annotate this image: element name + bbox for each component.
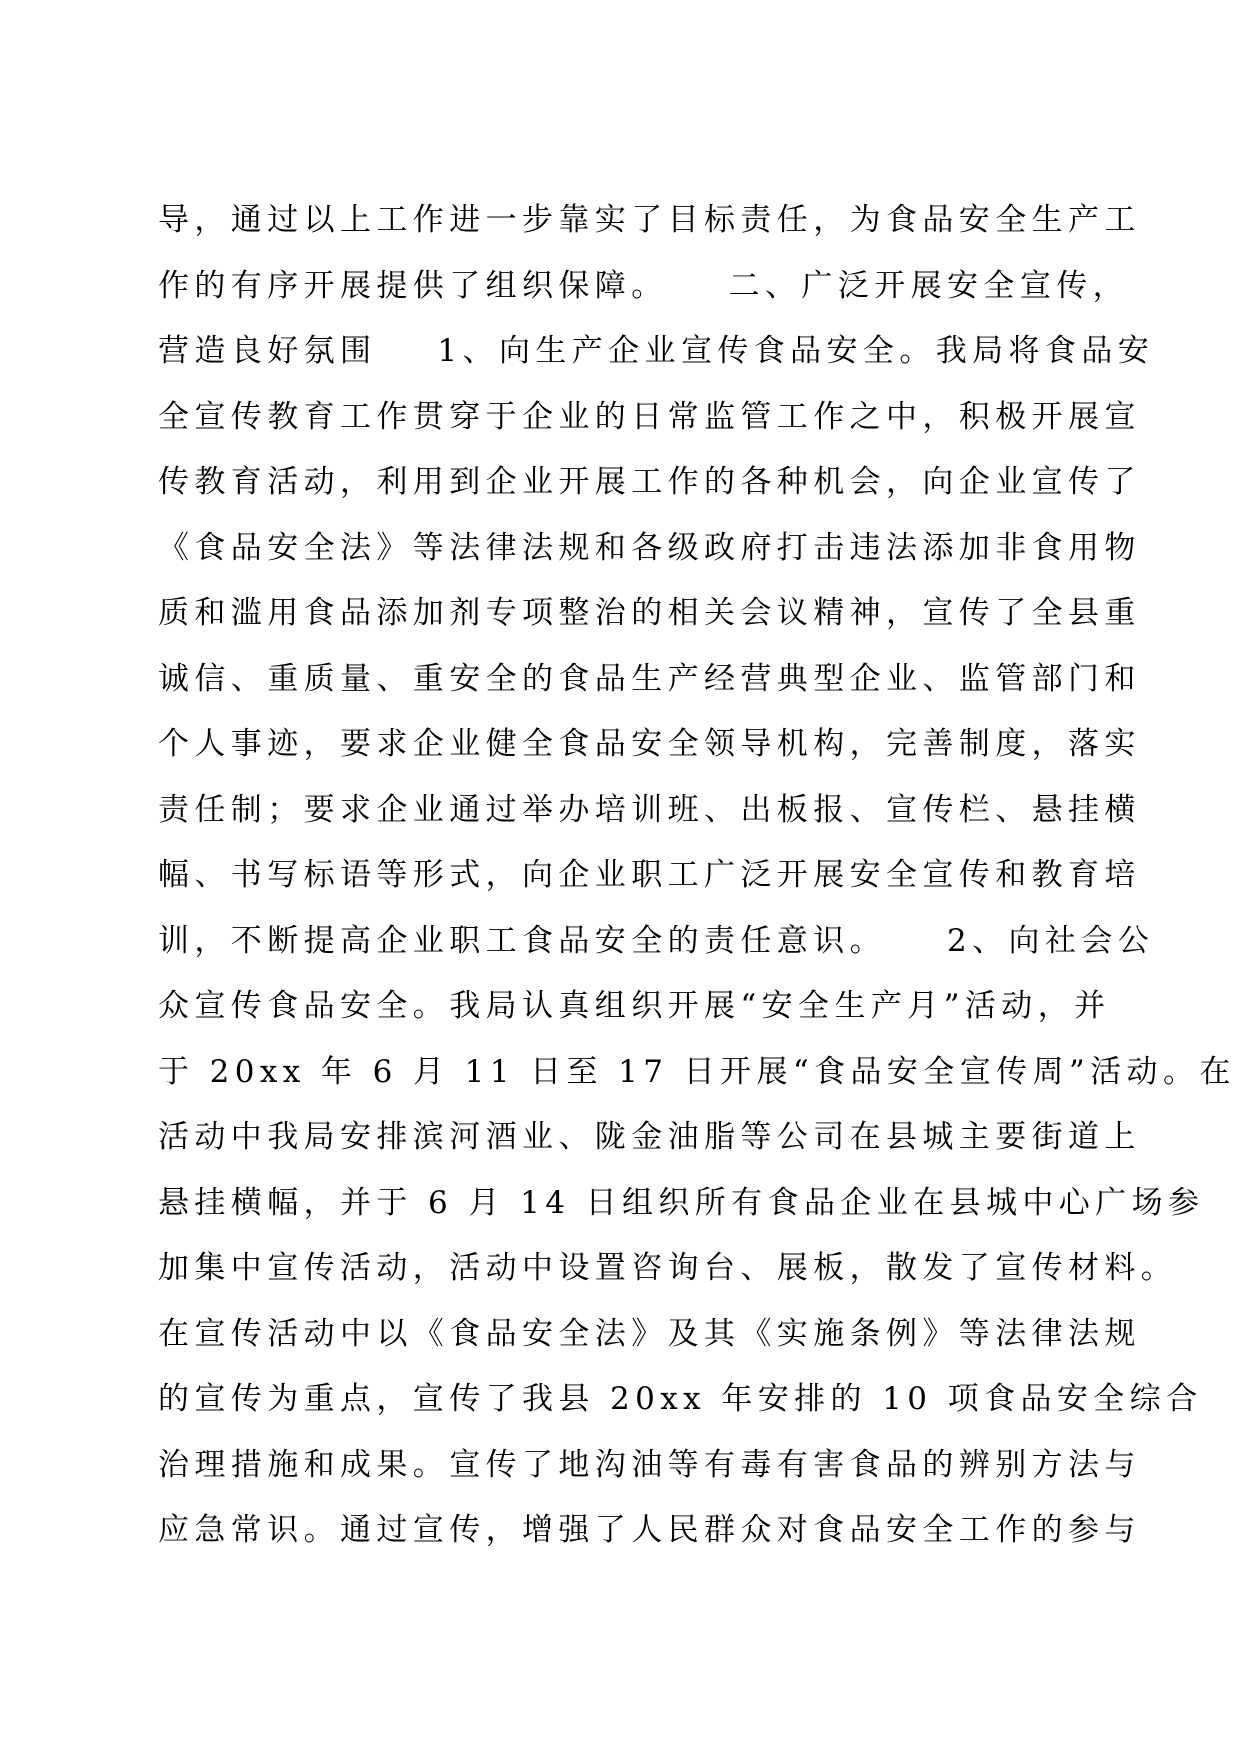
text-line: 在宣传活动中以《食品安全法》及其《实施条例》等法律法规 (158, 1315, 1141, 1352)
text-line: 加集中宣传活动，活动中设置咨询台、展板，散发了宣传材料。 (158, 1250, 1178, 1286)
text-line: 个人事迹，要求企业健全食品安全领导机构，完善制度，落实 (158, 726, 1141, 762)
text-line: 训，不断提高企业职工食品安全的责任意识。 2、向社会公 (158, 922, 1155, 959)
text-line: 传教育活动，利用到企业开展工作的各种机会，向企业宣传了 (158, 464, 1141, 500)
text-line: 《食品安全法》等法律法规和各级政府打击违法添加非食用物 (158, 529, 1141, 566)
text-line: 诚信、重质量、重安全的食品生产经营典型企业、监管部门和 (158, 660, 1141, 697)
text-line: 作的有序开展提供了组织保障。 二、广泛开展安全宣传， (158, 267, 1130, 304)
body-text (158, 188, 1236, 1564)
text-line: 应急常识。通过宣传，增强了人民群众对食品安全工作的参与 (158, 1512, 1141, 1548)
text-line: 营造良好氛围 1、向生产企业宣传食品安全。我局将食品安 (158, 333, 1155, 369)
text-line: 于 20xx 年 6 月 11 日至 17 日开展“食品安全宣传周”活动。在 (158, 1053, 1236, 1090)
text-line: 责任制；要求企业通过举办培训班、出板报、宣传栏、悬挂横 (158, 791, 1141, 828)
text-line: 的宣传为重点，宣传了我县 20xx 年安排的 10 项食品安全综合 (158, 1381, 1203, 1417)
text-line: 导，通过以上工作进一步靠实了目标责任，为食品安全生产工 (158, 202, 1141, 238)
text-line: 幅、书写标语等形式，向企业职工广泛开展安全宣传和教育培 (158, 857, 1141, 893)
text-line: 全宣传教育工作贯穿于企业的日常监管工作之中，积极开展宣 (158, 398, 1141, 435)
text-line: 悬挂横幅，并于 6 月 14 日组织所有食品企业在县城中心广场参 (158, 1184, 1205, 1221)
text-line: 活动中我局安排滨河酒业、陇金油脂等公司在县城主要街道上 (158, 1119, 1141, 1155)
text-line: 众宣传食品安全。我局认真组织开展“安全生产月”活动，并 (158, 988, 1111, 1024)
text-line: 治理措施和成果。宣传了地沟油等有毒有害食品的辨别方法与 (158, 1446, 1141, 1483)
text-line: 质和滥用食品添加剂专项整治的相关会议精神，宣传了全县重 (158, 595, 1141, 631)
